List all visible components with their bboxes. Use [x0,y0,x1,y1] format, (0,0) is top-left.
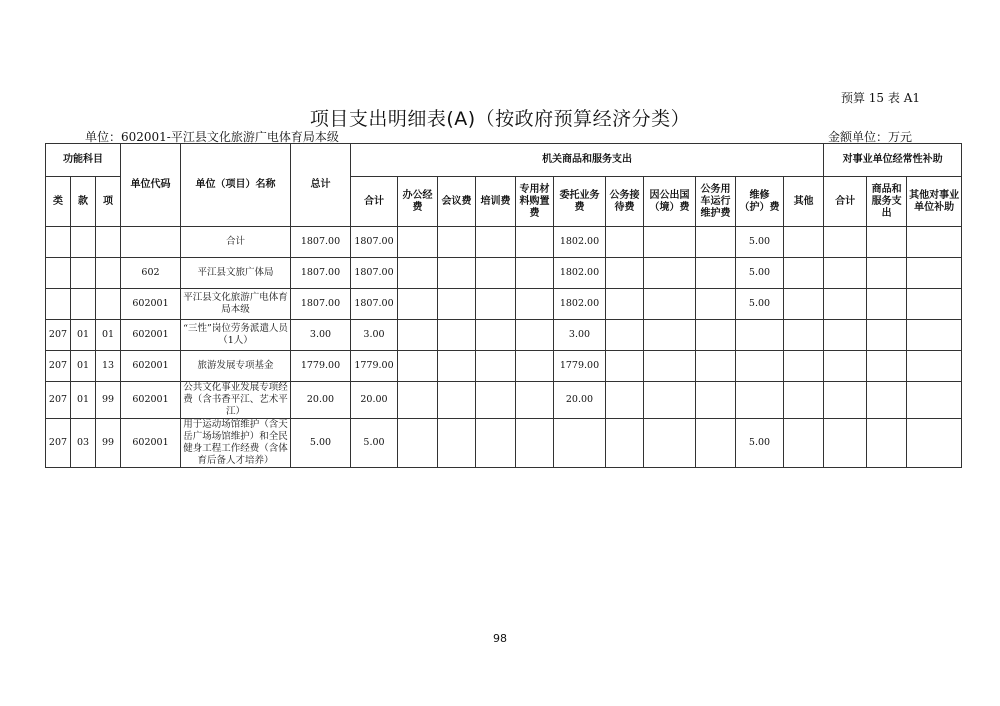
header-lei: 类 [46,177,71,227]
table-row [46,289,962,320]
cell-lei: 207 [46,320,71,351]
cell-entrusted: 3.00 [554,320,606,351]
cell-xiang [96,258,121,289]
cell-kuan: 01 [71,382,96,419]
cell-kuan [71,289,96,320]
cell-xiang [96,289,121,320]
table-row [46,258,962,289]
cell-entrusted: 1802.00 [554,289,606,320]
cell-name: 平江县文化旅游广电体育局本级 [181,289,291,320]
unit-label: 单位：602001-平江县文化旅游广电体育局本级 [85,130,339,144]
page-number: 98 [493,632,507,645]
cell-kuan: 01 [71,320,96,351]
cell-name: 公共文化事业发展专项经费（含书香平江、艺术平江） [181,382,291,419]
header-group-subsidy: 对事业单位经常性补助 [824,144,962,177]
table-row [46,227,962,258]
cell-entrusted [554,419,606,468]
cell-subtotal: 3.00 [351,320,398,351]
cell-code: 602001 [121,351,181,382]
cell-name: “三性”岗位劳务派遣人员（1人） [181,320,291,351]
cell-entrusted: 1802.00 [554,227,606,258]
cell-code: 602001 [121,289,181,320]
cell-repair: 5.00 [736,419,784,468]
header-func-subject: 功能科目 [46,144,121,177]
cell-code: 602001 [121,382,181,419]
cell-code: 602001 [121,320,181,351]
header-entrusted: 委托业务费 [554,177,606,227]
header-sub-total: 合计 [824,177,867,227]
cell-kuan [71,258,96,289]
cell-subtotal: 5.00 [351,419,398,468]
cell-name: 合计 [181,227,291,258]
cell-repair [736,320,784,351]
cell-entrusted: 1779.00 [554,351,606,382]
cell-code [121,227,181,258]
cell-subtotal: 1779.00 [351,351,398,382]
cell-subtotal: 1807.00 [351,258,398,289]
header-unit-name: 单位（项目）名称 [181,144,291,227]
table-row [46,320,962,351]
header-kuan: 款 [71,177,96,227]
cell-repair [736,351,784,382]
cell-repair [736,382,784,419]
cell-lei [46,289,71,320]
header-other: 其他 [784,177,824,227]
table-row [46,382,962,419]
header-other-subsidy: 其他对事业单位补助 [907,177,962,227]
cell-subtotal: 20.00 [351,382,398,419]
cell-subtotal: 1807.00 [351,289,398,320]
cell-entrusted: 1802.00 [554,258,606,289]
cell-subtotal: 1807.00 [351,227,398,258]
cell-xiang: 13 [96,351,121,382]
cell-xiang: 01 [96,320,121,351]
header-subtotal: 合计 [351,177,398,227]
amount-unit-label: 金额单位：万元 [828,130,913,144]
header-meeting: 会议费 [438,177,476,227]
cell-lei [46,227,71,258]
cell-xiang [96,227,121,258]
cell-xiang: 99 [96,382,121,419]
cell-total: 5.00 [291,419,351,468]
cell-lei: 207 [46,419,71,468]
header-xiang: 项 [96,177,121,227]
page-title: 项目支出明细表(A)（按政府预算经济分类） [309,108,691,130]
expense-detail-table [45,143,962,468]
header-office: 办公经费 [398,177,438,227]
cell-lei [46,258,71,289]
cell-name: 用于运动场馆维护（含天岳广场场馆维护）和全民健身工程工作经费（含体育后备人才培养） [181,419,291,468]
cell-entrusted: 20.00 [554,382,606,419]
header-goods-services: 商品和服务支出 [867,177,907,227]
header-training: 培训费 [476,177,516,227]
cell-code: 602 [121,258,181,289]
table-row [46,419,962,468]
budget-table-code: 预算 15 表 A1 [840,91,920,105]
cell-total: 1807.00 [291,289,351,320]
cell-name: 旅游发展专项基金 [181,351,291,382]
cell-kuan [71,227,96,258]
cell-lei: 207 [46,382,71,419]
cell-xiang: 99 [96,419,121,468]
cell-kuan: 01 [71,351,96,382]
cell-repair: 5.00 [736,227,784,258]
header-unit-code: 单位代码 [121,144,181,227]
header-group-goods: 机关商品和服务支出 [351,144,824,177]
cell-total: 1779.00 [291,351,351,382]
header-total: 总计 [291,144,351,227]
cell-total: 1807.00 [291,227,351,258]
cell-code: 602001 [121,419,181,468]
cell-total: 1807.00 [291,258,351,289]
cell-lei: 207 [46,351,71,382]
header-repair: 维修（护）费 [736,177,784,227]
header-abroad: 因公出国（境）费 [644,177,696,227]
cell-repair: 5.00 [736,289,784,320]
cell-kuan: 03 [71,419,96,468]
header-vehicle: 公务用车运行维护费 [696,177,736,227]
header-reception: 公务接待费 [606,177,644,227]
cell-total: 3.00 [291,320,351,351]
table-row [46,351,962,382]
cell-name: 平江县文旅广体局 [181,258,291,289]
header-materials: 专用材料购置费 [516,177,554,227]
cell-total: 20.00 [291,382,351,419]
cell-repair: 5.00 [736,258,784,289]
